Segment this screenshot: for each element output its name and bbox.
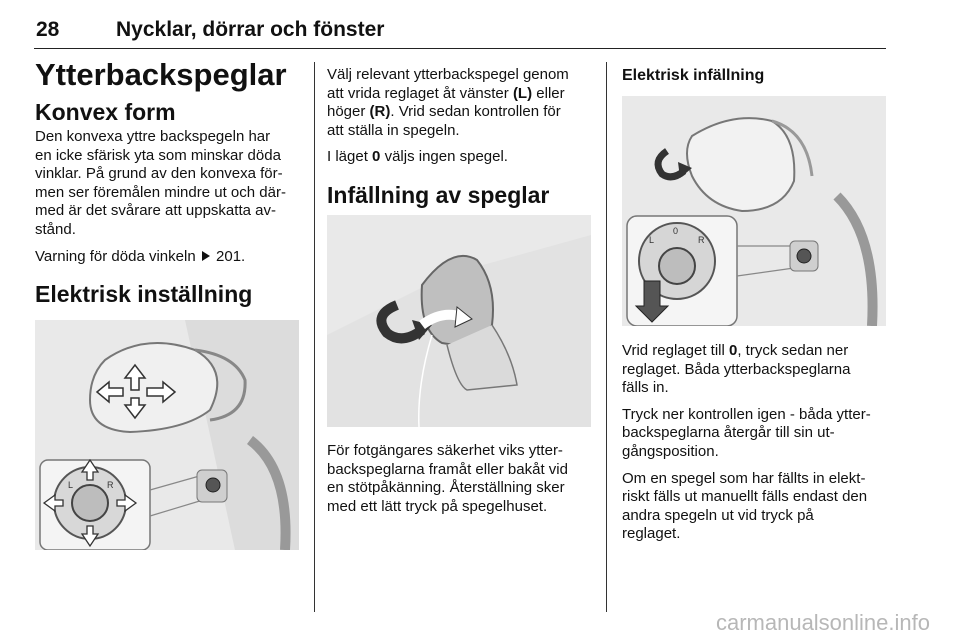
column-2-bottom [327, 442, 595, 524]
select-mirror-paragraph: Välj relevant ytterbackspegel genom att vrida reglaget åt vänster (L) eller höger (R). Vrid sedan kontrollen för att ställa in spegeln. [327, 66, 569, 139]
page-reference-link[interactable]: 201. [216, 247, 246, 265]
section-title: Ytterbackspeglar [35, 57, 287, 92]
fold-instruction-paragraph: Vrid reglaget till 0, tryck sedan ner reglaget. Båda ytterbackspeglarna fälls in. [622, 342, 851, 397]
convex-heading: Konvex form [35, 99, 176, 125]
zero-position-paragraph: I läget 0 väljs ingen spegel. [327, 148, 508, 166]
electric-adjust-heading: Elektrisk inställning [35, 281, 253, 308]
svg-text:R: R [107, 480, 114, 490]
column-1 [35, 56, 300, 310]
svg-text:R: R [698, 235, 705, 245]
column-divider [314, 62, 315, 612]
svg-text:L: L [649, 235, 655, 245]
warning-paragraph: Varning för döda vinkeln 201. [35, 247, 246, 265]
unfold-instruction-paragraph: Tryck ner kontrollen igen - båda ytter- backspeglarna återgår till sin ut- gångsposition. [622, 405, 871, 460]
svg-text:0: 0 [673, 226, 679, 236]
chapter-title: Nycklar, dörrar och fönster [116, 18, 385, 41]
convex-paragraph: Den konvexa yttre backspegeln har en icke sfärisk yta som minskar döda vinklar. På grund av den konvexa för- men ser föremålen mindre ut och där- med är det svårare att uppskatta av- stånd. [35, 128, 286, 238]
page-number: 28 [36, 18, 60, 41]
pedestrian-safety-paragraph: För fotgängares säkerhet viks ytter- backspeglarna framåt eller bakåt vid en stötpåkänning. Återställning sker med ett lätt tryck på spegelhuset. [327, 442, 568, 515]
folding-heading: Infällning av speglar [327, 181, 550, 208]
svg-text:L: L [68, 480, 74, 490]
column-2 [327, 66, 595, 211]
electric-folding-heading: Elektrisk infällning [622, 67, 765, 84]
column-divider [606, 62, 607, 612]
page-header [34, 8, 886, 49]
watermark: carmanualsonline.info [715, 610, 930, 635]
column-3-bottom [622, 342, 890, 552]
electric-folding-illustration [622, 96, 886, 326]
mirror-adjust-illustration [35, 320, 299, 550]
column-3 [622, 66, 890, 86]
mirror-folding-illustration [327, 215, 591, 427]
manual-unfold-paragraph: Om en spegel som har fällts in elekt- riskt fälls ut manuellt fälls endast den andra spegeln ut vid tryck på reglaget. [622, 469, 868, 543]
page-ref-arrow-icon [202, 251, 210, 261]
